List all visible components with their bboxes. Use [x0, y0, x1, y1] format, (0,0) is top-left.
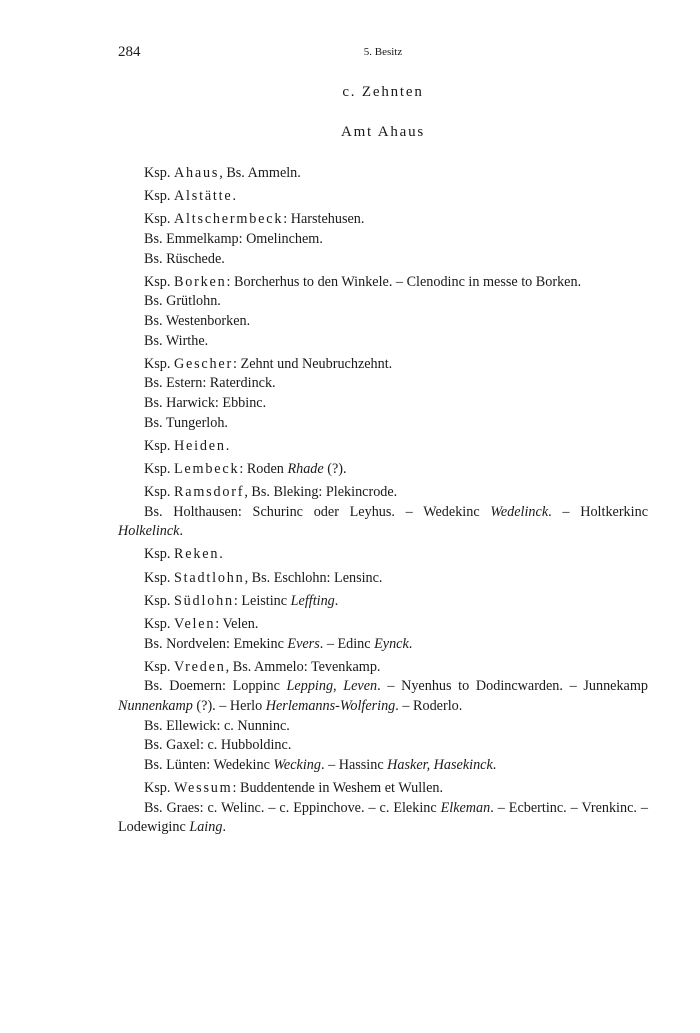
place-name: Heiden — [173, 437, 226, 454]
entry-line — [118, 187, 648, 207]
entry-text: Ksp. — [144, 779, 174, 796]
entry-group — [118, 437, 648, 457]
entry-text: , Bs. Bleking: Plekincrode. — [244, 484, 398, 501]
variant-name: Nunnenkamp — [118, 697, 193, 714]
entry-group — [118, 658, 648, 776]
entry-text: Ksp. — [144, 188, 174, 205]
entry-text: : Borcherhus to den Winkele. – Clenodinc in messe to Borken. — [226, 273, 582, 290]
entry-line — [118, 374, 648, 394]
entry-line — [118, 658, 648, 678]
entry-line — [118, 635, 648, 655]
entry-text: Bs. Holthausen: Schurinc oder Leyhus. – Wedekinc — [144, 503, 491, 520]
entry-line — [118, 615, 648, 635]
entry-group — [118, 569, 648, 589]
entry-text: . – Hassinc — [320, 756, 388, 773]
entry-text: Bs. Tungerloh. — [144, 414, 228, 431]
entry-text: . — [222, 819, 226, 836]
place-name: Alstätte — [173, 188, 233, 205]
entry-text: Ksp. — [144, 273, 174, 290]
entry-text: : Leistinc — [233, 592, 291, 609]
entry-line — [118, 273, 648, 293]
entry-line — [118, 250, 648, 270]
entry-line — [118, 592, 648, 612]
entry-line — [118, 210, 648, 230]
variant-name: Rhade — [287, 460, 324, 477]
entry-line — [118, 717, 648, 737]
entry-text: Bs. Graes: c. Welinc. – c. Eppinchove. – c. Elekinc — [144, 799, 441, 816]
entry-text: : Zehnt und Neubruchzehnt. — [233, 355, 393, 372]
entry-text: Ksp. — [144, 546, 174, 563]
entry-text: Ksp. — [144, 355, 174, 372]
entry-line — [118, 414, 648, 434]
entry-text: Bs. Grütlohn. — [144, 293, 221, 310]
variant-name: Wedelinck — [490, 503, 549, 520]
variant-name: Wecking — [273, 756, 321, 773]
entry-line — [118, 355, 648, 375]
entry-text: Ksp. — [144, 592, 174, 609]
entry-text: : Roden — [239, 460, 288, 477]
entry-text: Bs. Doemern: Loppinc — [144, 678, 287, 695]
entry-line — [118, 756, 648, 776]
entry-text: . — [225, 437, 230, 454]
entry-text: Bs. Nordvelen: Emekinc — [144, 635, 288, 652]
entry-line — [118, 736, 648, 756]
entry-line — [118, 677, 648, 716]
place-name: Vreden — [173, 658, 226, 675]
variant-name: Hasker, Hasekinck — [387, 756, 493, 773]
entry-line — [118, 779, 648, 799]
subsection-title: Amt Ahaus — [340, 124, 426, 140]
place-name: Altschermbeck — [173, 211, 284, 228]
entry-text: . — [334, 592, 339, 609]
entry-text: . — [232, 188, 237, 205]
entry-text: Bs. Rüschede. — [144, 250, 225, 267]
entry-text: . – Nyenhus to Dodincwarden. – Junnekamp — [377, 678, 648, 695]
place-name: Lembeck — [173, 460, 240, 477]
section-title: c. Zehnten — [342, 84, 424, 100]
entry-line — [118, 799, 648, 838]
variant-name: Laing — [189, 819, 223, 836]
entry-line — [118, 460, 648, 480]
page-header — [118, 44, 648, 64]
entry-line — [118, 230, 648, 250]
entry-line — [118, 394, 648, 414]
entry-text: . — [408, 635, 413, 652]
place-name: Ahaus — [173, 165, 220, 181]
entry-line — [118, 483, 648, 503]
place-name: Reken — [173, 546, 220, 563]
variant-name: Eynck — [374, 635, 409, 652]
entry-text: (?). — [323, 460, 347, 477]
variant-name: Herlemanns-Wolfering — [265, 697, 396, 714]
entry-group — [118, 592, 648, 612]
entry-text: , Bs. Eschlohn: Lensinc. — [244, 569, 383, 586]
place-name: Wessum — [173, 779, 233, 796]
entry-text: Ksp. — [144, 616, 174, 632]
entry-line — [118, 332, 648, 352]
entry-text: . – Edinc — [319, 635, 375, 652]
entry-text: . — [492, 756, 497, 773]
place-name: Ramsdorf — [173, 484, 245, 501]
entry-text: . — [179, 523, 183, 540]
entry-group — [118, 615, 648, 654]
entries-list — [118, 164, 648, 841]
entry-text: : Buddentende in Weshem et Wullen. — [232, 779, 444, 796]
place-name: Borken — [173, 273, 227, 290]
entry-text: Ksp. — [144, 658, 174, 675]
variant-name: Elkeman — [440, 799, 491, 816]
entry-line — [118, 503, 648, 542]
variant-name: Lepping, Leven — [286, 678, 378, 695]
entry-line — [118, 292, 648, 312]
entry-group — [118, 483, 648, 542]
entry-text: . – Holtkerkinc — [548, 503, 648, 520]
variant-name: Holkelinck — [118, 523, 180, 540]
entry-text: Ksp. — [144, 569, 174, 586]
entry-group — [118, 210, 648, 269]
entry-text: Ksp. — [144, 460, 174, 477]
place-name: Südlohn — [173, 592, 234, 609]
entry-group — [118, 164, 648, 184]
entry-text: , Bs. Ammelo: Tevenkamp. — [225, 658, 381, 675]
entry-group — [118, 355, 648, 433]
page-number: 284 — [118, 44, 141, 60]
entry-group — [118, 273, 648, 351]
entry-text: Bs. Lünten: Wedekinc — [144, 756, 274, 773]
entry-text: Ksp. — [144, 437, 174, 454]
entry-text: Bs. Ellewick: c. Nunninc. — [144, 717, 290, 734]
variant-name: Leffting — [290, 592, 335, 609]
entry-text: Ksp. — [144, 211, 174, 228]
entry-text: , Bs. Ammeln. — [219, 165, 301, 181]
entry-line — [118, 545, 648, 565]
entry-line — [118, 312, 648, 332]
place-name: Velen — [173, 616, 216, 632]
entry-text: Bs. Gaxel: c. Hubboldinc. — [144, 737, 292, 754]
entry-line — [118, 569, 648, 589]
entry-text: Bs. Westenborken. — [144, 312, 251, 329]
entry-group — [118, 460, 648, 480]
entry-line — [118, 437, 648, 457]
entry-text: . — [219, 546, 223, 563]
entry-group — [118, 779, 648, 838]
entry-text: Bs. Wirthe. — [144, 332, 209, 349]
entry-text: Ksp. — [144, 165, 174, 181]
place-name: Stadtlohn — [173, 569, 245, 586]
entry-text: Bs. Estern: Raterdinck. — [144, 375, 276, 392]
entry-group — [118, 545, 648, 565]
variant-name: Evers — [287, 635, 320, 652]
entry-text: (?). – Herlo — [192, 697, 266, 714]
entry-text: . – Roderlo. — [395, 697, 463, 714]
entry-text: : Harstehusen. — [283, 211, 365, 228]
entry-text: Bs. Emmelkamp: Omelinchem. — [144, 230, 323, 247]
running-head: 5. Besitz — [363, 46, 403, 58]
entry-group — [118, 187, 648, 207]
entry-text: Ksp. — [144, 484, 174, 501]
entry-line — [118, 164, 648, 184]
entry-text: . – Ecbertinc. – Vrenkinc. – Lodewiginc — [118, 799, 648, 836]
place-name: Gescher — [173, 355, 234, 372]
entry-text: Bs. Harwick: Ebbinc. — [144, 394, 267, 411]
entry-text: : Velen. — [215, 616, 259, 632]
